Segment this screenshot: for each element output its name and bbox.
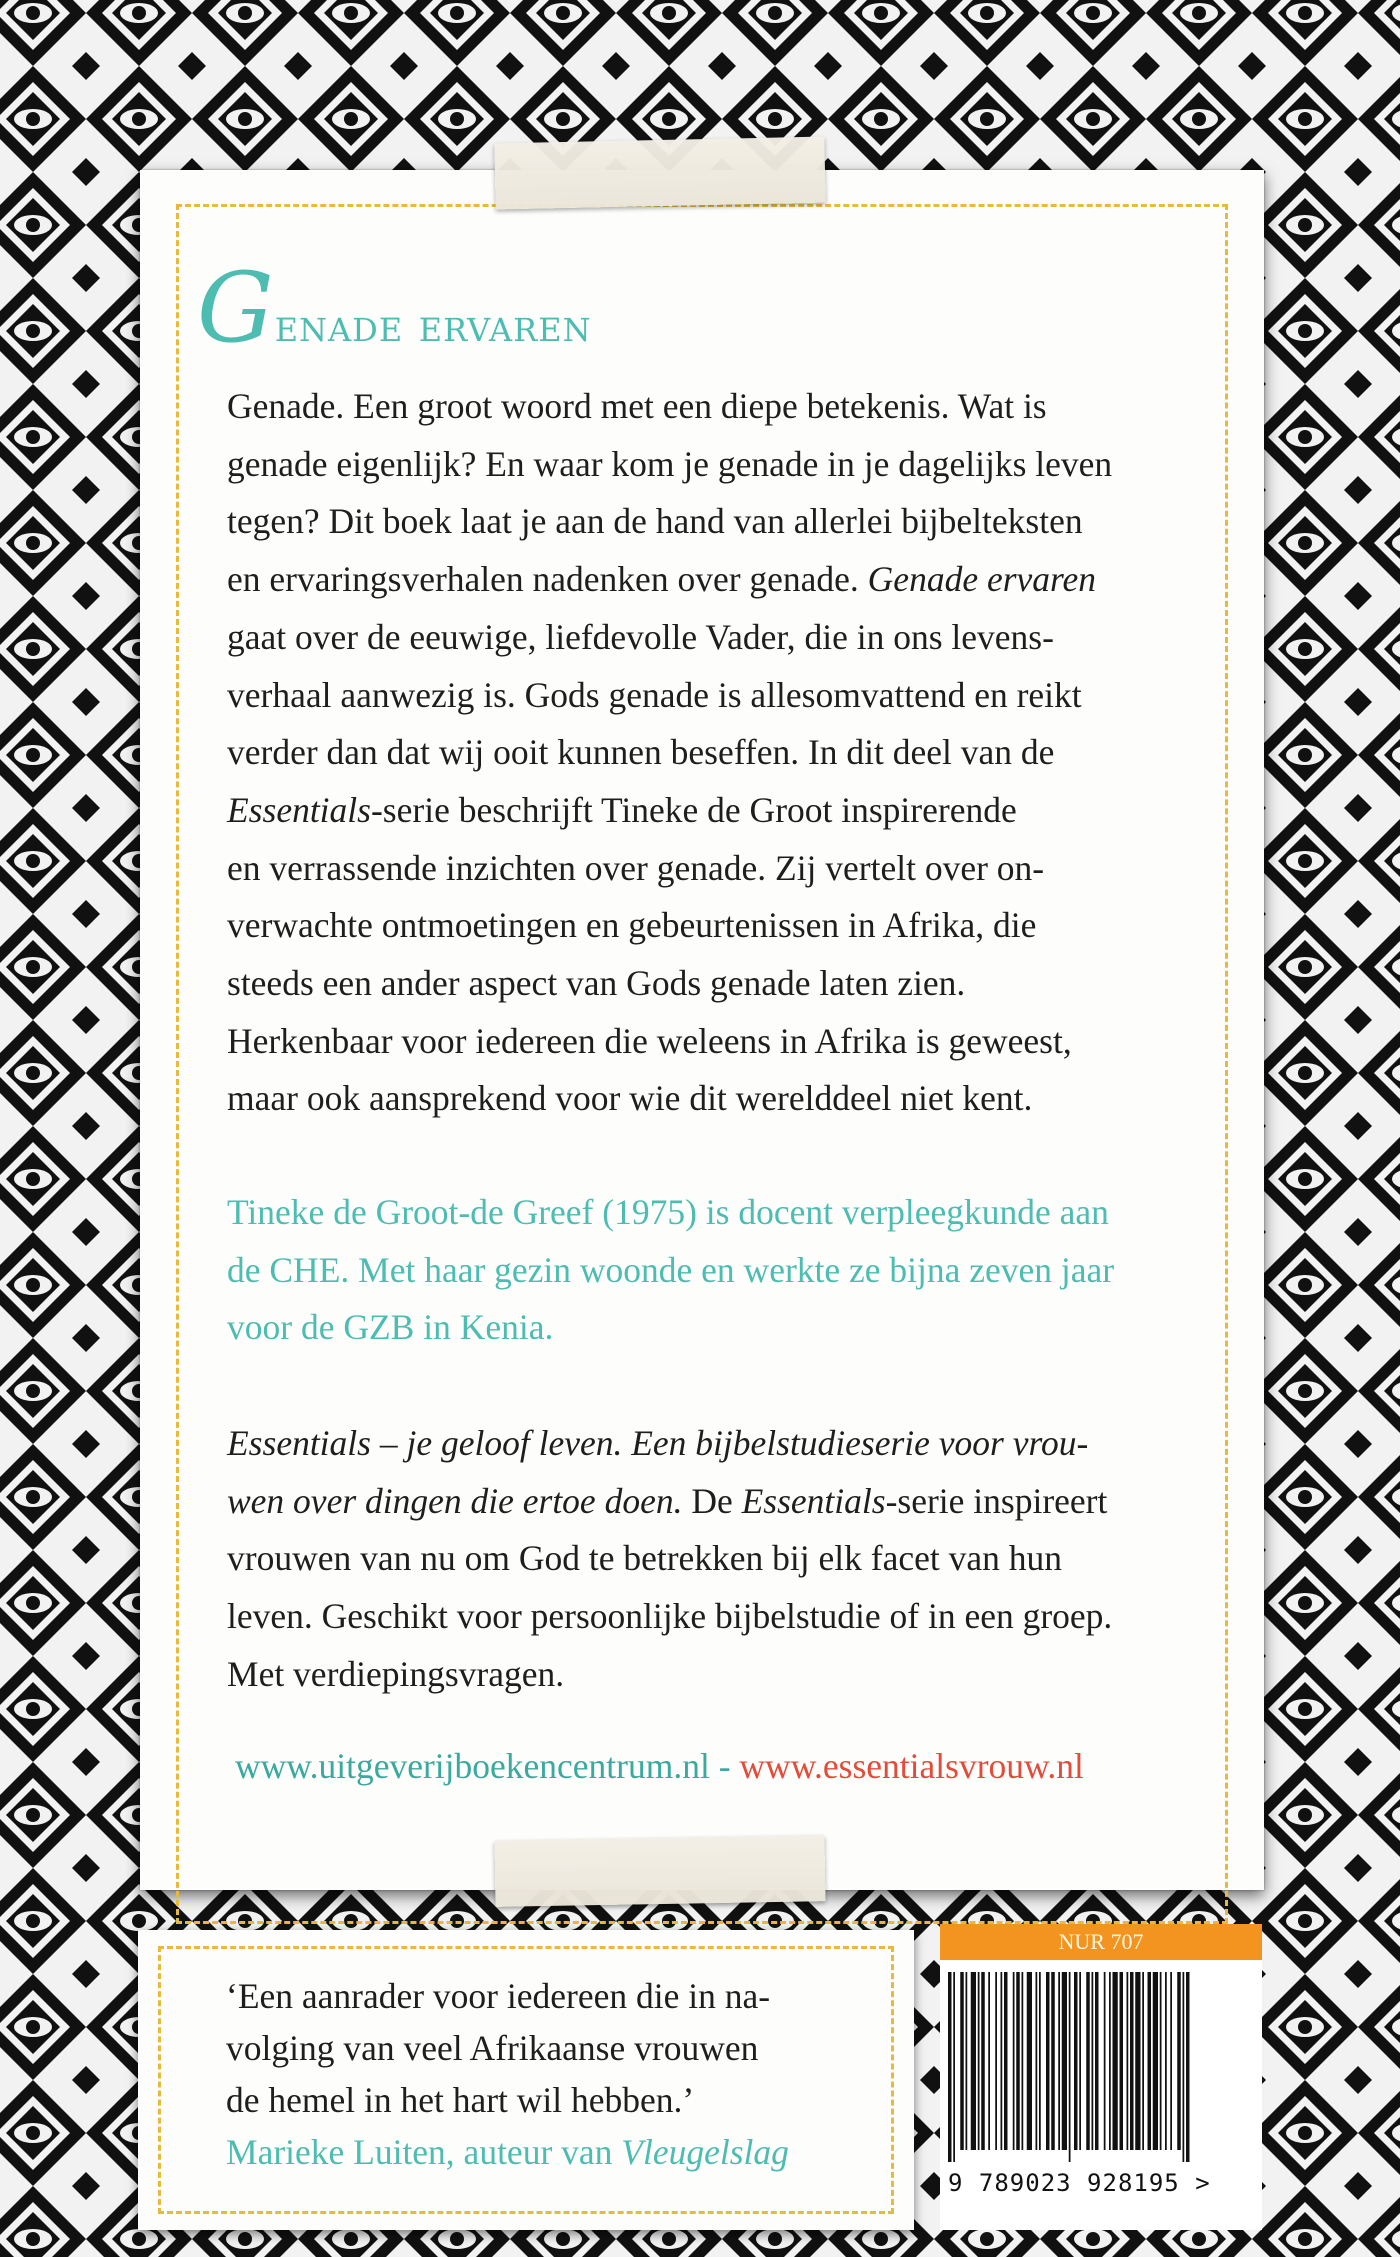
top-tape (494, 137, 825, 210)
text-run: De (682, 1480, 742, 1521)
text-run: -serie beschrijft Tineke de Groot inspirerende (370, 789, 1017, 830)
blurb-line (227, 551, 1212, 609)
ean13-barcode (946, 1972, 1256, 2162)
text-run: Met verdiepingsvragen. (227, 1653, 565, 1694)
text-run: Herkenbaar voor iedereen die weleens in Afrika is geweest, (227, 1020, 1072, 1061)
series-line (227, 1415, 1212, 1473)
blurb-line (227, 897, 1212, 955)
text-run: tegen? Dit boek laat je aan de hand van allerlei bijbelteksten (227, 501, 1083, 542)
blurb-line (227, 840, 1212, 898)
blurb-line (227, 955, 1212, 1013)
text-run: -serie inspireert (885, 1480, 1108, 1521)
quote-book-title: Vleugelslag (621, 2132, 789, 2172)
italic-text: Essentials – je geloof leven. Een bijbelstudieserie voor vrou- (227, 1423, 1089, 1463)
text-run: Genade. Een groot woord met een diepe betekenis. Wat is (227, 386, 1047, 426)
endorsement-quote (226, 1970, 906, 2126)
book-title (197, 252, 592, 364)
isbn-number: 9 789023 928195 > (948, 2169, 1211, 2197)
blurb-line (227, 1070, 1212, 1128)
publisher-link[interactable]: www.uitgeverijboekencentrum.nl (235, 1746, 710, 1786)
text-run: verwachte ontmoetingen en gebeurtenissen in Afrika, die (227, 905, 1037, 946)
blurb-line (227, 782, 1212, 840)
quote-line: volging van veel Afrikaanse vrouwen (226, 2028, 759, 2068)
link-separator: - (709, 1746, 740, 1786)
bottom-tape (494, 1835, 825, 1907)
bio-line: voor de GZB in Kenia. (227, 1307, 554, 1348)
text-run: steeds een ander aspect van Gods genade laten zien. (227, 963, 966, 1004)
author-bio (227, 1184, 1212, 1357)
blurb-text (227, 378, 1212, 1128)
title-initial: G (197, 252, 275, 364)
series-line (227, 1646, 1212, 1704)
text-run: genade eigenlijk? En waar kom je genade in je dagelijks leven (227, 443, 1113, 484)
blurb-line (227, 378, 1212, 436)
text-run: verder dan dat wij ooit kunnen beseffen. In dit deel van de (227, 732, 1055, 773)
italic-text: Essentials (741, 1480, 886, 1521)
quote-attribution (226, 2126, 789, 2178)
text-run: verhaal aanwezig is. Gods genade is allesomvattend en reikt (227, 674, 1082, 715)
italic-text: Genade ervaren (867, 559, 1097, 600)
text-run: en verrassende inzichten over genade. Zij vertelt over on- (227, 847, 1045, 888)
website-links (235, 1738, 1220, 1795)
blurb-line (227, 436, 1212, 494)
bio-line: Tineke de Groot-de Greef (1975) is docent verpleegkunde aan (227, 1192, 1109, 1232)
text-run: gaat over de eeuwige, liefdevolle Vader, die in ons levens- (227, 616, 1054, 657)
blurb-line (227, 724, 1212, 782)
quote-author: Marieke Luiten, auteur van (226, 2132, 622, 2172)
title-rest: enade ervaren (274, 298, 592, 352)
quote-line: de hemel in het hart wil hebben.’ (226, 2080, 695, 2120)
series-description (227, 1415, 1212, 1704)
blurb-line (227, 667, 1212, 725)
bio-line: de CHE. Met haar gezin woonde en werkte ze bijna zeven jaar (227, 1249, 1115, 1290)
blurb-line (227, 1013, 1212, 1071)
series-link[interactable]: www.essentialsvrouw.nl (739, 1746, 1084, 1786)
nur-label: NUR 707 (940, 1924, 1262, 1960)
series-line (227, 1530, 1212, 1588)
text-run: en ervaringsverhalen nadenken over genade. (227, 559, 868, 600)
blurb-line (227, 493, 1212, 551)
text-run: leven. Geschikt voor persoonlijke bijbelstudie of in een groep. (227, 1596, 1113, 1637)
text-run: maar ook aansprekend voor wie dit werelddeel niet kent. (227, 1078, 1033, 1119)
text-run: vrouwen van nu om God te betrekken bij elk facet van hun (227, 1538, 1062, 1579)
series-line (227, 1473, 1212, 1531)
blurb-line (227, 609, 1212, 667)
quote-line: ‘Een aanrader voor iedereen die in na- (226, 1976, 771, 2016)
series-line (227, 1588, 1212, 1646)
italic-text: wen over dingen die ertoe doen. (227, 1480, 683, 1521)
italic-text: Essentials (227, 789, 371, 830)
